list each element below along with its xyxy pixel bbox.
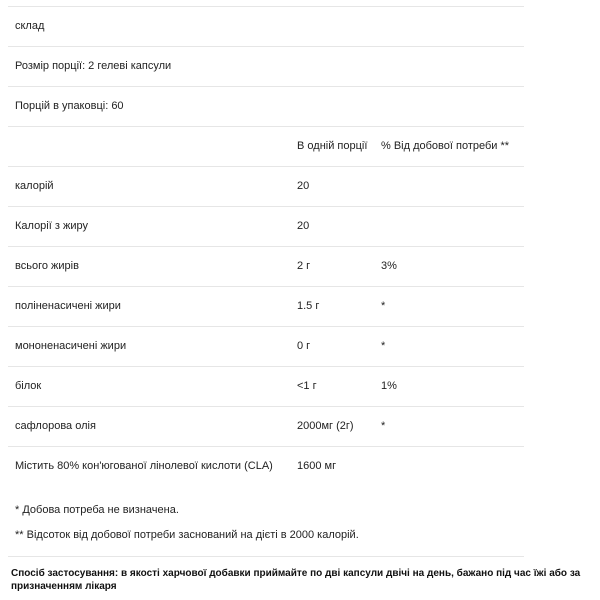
nutrient-amount: 2 г (297, 260, 311, 272)
nutrient-name: Містить 80% кон'югованої лінолевої кислоти (CLA) (15, 460, 273, 472)
composition-title-row (8, 6, 524, 46)
nutrient-daily-value: 3% (381, 260, 397, 272)
table-row (8, 446, 524, 486)
nutrient-name: Калорії з жиру (15, 220, 88, 232)
table-row (8, 206, 524, 246)
servings-per-container-row (8, 86, 524, 126)
table-row (8, 406, 524, 446)
nutrient-amount: 20 (297, 220, 310, 232)
divider (8, 556, 524, 557)
table-row (8, 366, 524, 406)
daily-value-header: % Від добової потреби ** (381, 140, 510, 152)
nutrient-amount: 1600 мг (297, 460, 337, 472)
table-row (8, 166, 524, 206)
table-row (8, 326, 524, 366)
table-header-row (8, 126, 524, 166)
composition-title: склад (15, 20, 45, 32)
nutrient-amount: 0 г (297, 340, 311, 352)
supplement-facts-table (8, 6, 524, 486)
table-row (8, 286, 524, 326)
daily-value-basis-footnote: ** Відсоток від добової потреби заснований на дієті в 2000 калорій. (15, 529, 359, 541)
nutrient-daily-value: * (381, 420, 386, 432)
nutrient-amount: <1 г (297, 380, 317, 392)
serving-size: Розмір порції: 2 гелеві капсули (15, 60, 172, 72)
table-row (8, 246, 524, 286)
per-serving-header: В одній порції (297, 140, 368, 152)
nutrient-name: білок (15, 380, 42, 392)
serving-size-row (8, 46, 524, 86)
nutrient-name: калорій (15, 180, 54, 192)
nutrient-daily-value: 1% (381, 380, 397, 392)
nutrient-name: поліненасичені жири (15, 300, 121, 312)
nutrient-amount: 20 (297, 180, 310, 192)
no-daily-value-footnote: * Добова потреба не визначена. (15, 504, 179, 516)
nutrient-daily-value: * (381, 340, 386, 352)
usage-instructions: Спосіб застосування: в якості харчової добавки приймайте по дві капсули двічі на день, бажано під час їжі або за призначенням лікаря (11, 568, 581, 592)
nutrient-amount: 2000мг (2г) (297, 420, 354, 432)
nutrient-daily-value: * (381, 300, 386, 312)
servings-per-container: Порцій в упаковці: 60 (15, 100, 124, 112)
nutrient-amount: 1.5 г (297, 300, 320, 312)
nutrient-name: сафлорова олія (15, 420, 96, 432)
nutrient-name: всього жирів (15, 260, 79, 272)
nutrient-name: мононенасичені жири (15, 340, 127, 352)
